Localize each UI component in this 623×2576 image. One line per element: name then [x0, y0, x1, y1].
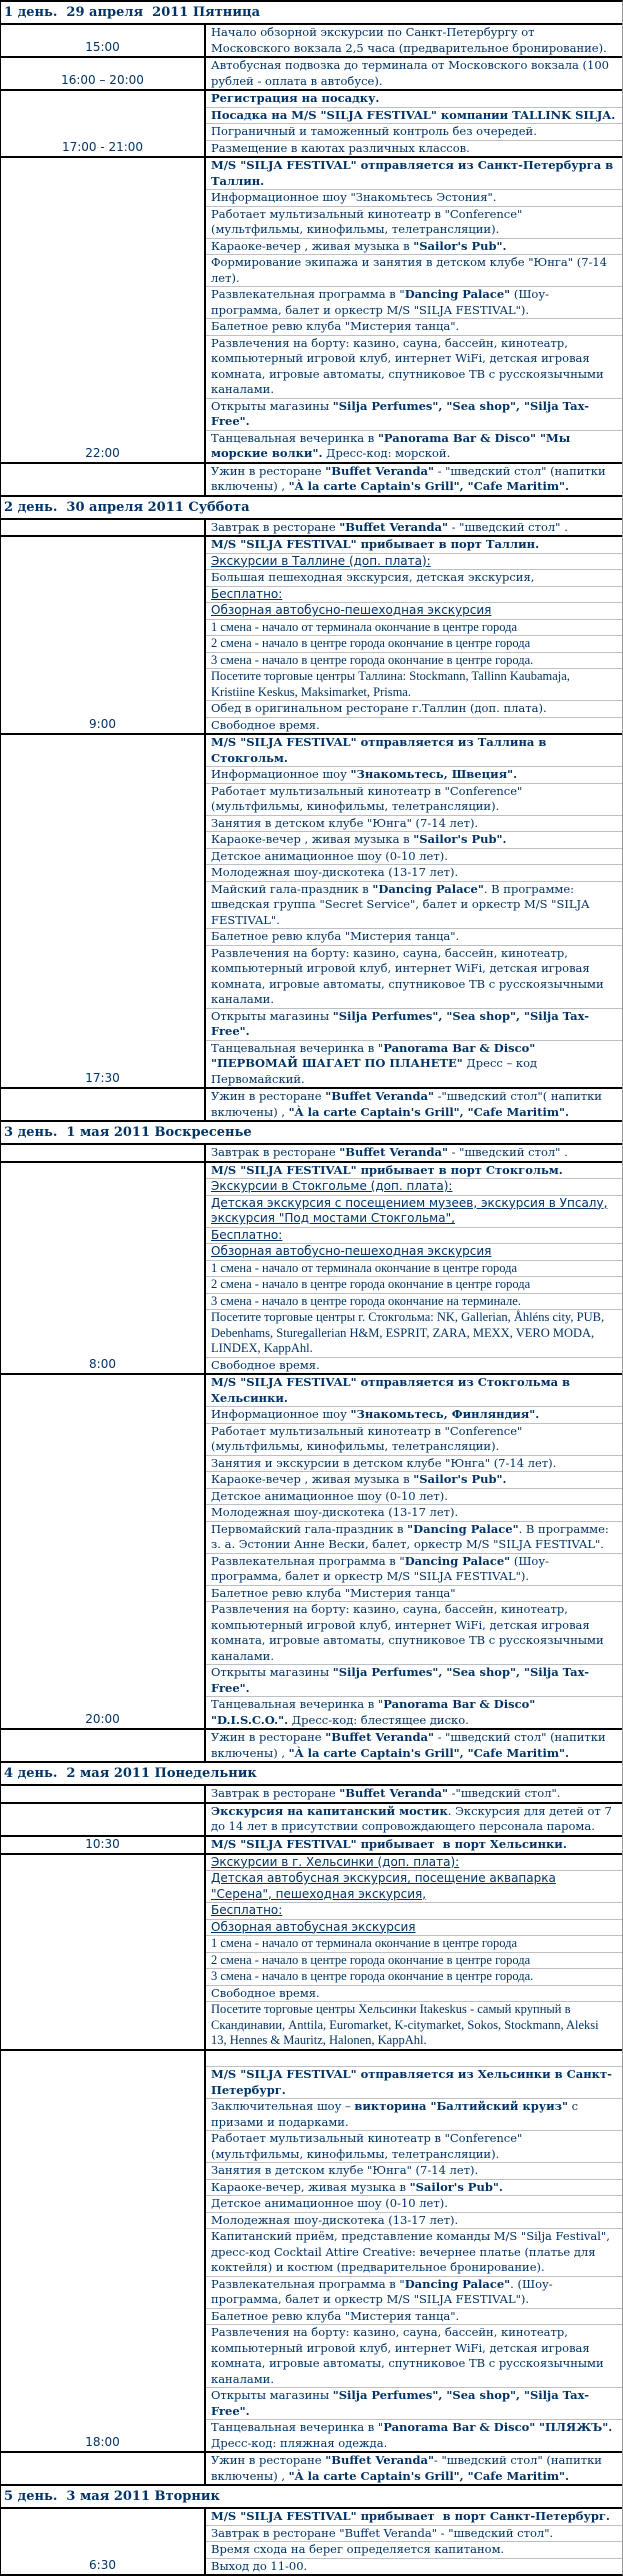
- itinerary-line: [206, 2420, 622, 2451]
- itinerary-line: [206, 2180, 622, 2197]
- text-run: Майский гала-праздник в: [211, 881, 373, 896]
- itinerary-line: Балетное ревю клуба "Мистерия танца".: [206, 319, 622, 336]
- content-cell: [206, 537, 622, 733]
- itinerary-line: [206, 767, 622, 784]
- text-run: Караоке-вечер , живая музыка в: [211, 832, 414, 846]
- content-cell: [206, 58, 622, 89]
- content-cell: [206, 1855, 622, 2049]
- itinerary-line: [206, 2051, 622, 2068]
- itinerary-line: Занятия в детском клубе "Юнга" (7-14 лет).: [206, 2163, 622, 2180]
- time-cell: [1, 1786, 206, 1802]
- time-cell: [1, 1730, 206, 1761]
- itinerary-line: Время схода на берег определяется капитаном.: [206, 2542, 622, 2559]
- itinerary-line: Молодежная шоу-дискотека (13-17 лет).: [206, 865, 622, 882]
- itinerary-line: M/S "SILJA FESTIVAL" отправляется из Хельсинки в Санкт-Петербург.: [206, 2067, 622, 2099]
- itinerary-line: [206, 431, 622, 462]
- itinerary-line: M/S "SILJA FESTIVAL" прибывает в порт Санкт-Петербург.: [206, 2509, 622, 2526]
- day-header: 2 день. 30 апреля 2011 Суббота: [1, 497, 622, 520]
- itinerary-line: [206, 2277, 622, 2309]
- day-header: 5 день. 3 мая 2011 Вторник: [1, 2486, 622, 2509]
- bold-text-run: "ПЕРВОМАЙ ШАГАЕТ ПО ПЛАНЕТЕ": [211, 1056, 463, 1070]
- excursion-link[interactable]: Экскурсии в Таллине (доп. плата):: [206, 554, 622, 571]
- bold-text-run: "Dancing Palace": [372, 881, 484, 896]
- time-cell: [1, 1837, 206, 1853]
- bold-text-run: "À la carte Captain's Grill", "Cafe Maritim".: [288, 479, 569, 493]
- text-run: Танцевальная вечеринка в ": [211, 1697, 384, 1711]
- bold-text-run: "Buffet Veranda": [325, 2453, 434, 2467]
- content-cell: [206, 91, 622, 156]
- itinerary-line: Занятия в детском клубе "Юнга" (7-14 лет).: [206, 816, 622, 833]
- text-run: Ужин в ресторане: [211, 2453, 326, 2467]
- text-run: Завтрак в ресторане: [211, 1145, 340, 1159]
- itinerary-line: Занятия и экскурсии в детском клубе "Юнга" (7-14 лет).: [206, 1456, 622, 1473]
- schedule-group: [1, 1730, 622, 1763]
- itinerary-line: [206, 1697, 622, 1728]
- bold-text-run: "Dancing Palace": [407, 1521, 519, 1536]
- bold-text-run: "Sailor's Pub".: [413, 1472, 507, 1486]
- bold-text-run: "Panorama Bar & Disco" "Мы морские волки".: [211, 430, 571, 460]
- time-value: 17:00 - 21:00: [61, 140, 144, 154]
- content-cell: [206, 1730, 622, 1761]
- itinerary-line: Посадка на M/S "SILJA FESTIVAL" компании TALLINK SILJA.: [206, 108, 622, 125]
- bold-text-run: Panorama Bar & Disco": [383, 2420, 536, 2434]
- content-cell: [206, 1145, 622, 1161]
- text-run: Информационное шоу: [211, 1407, 351, 1421]
- itinerary-line: M/S "SILJA FESTIVAL" прибывает в порт Хельсинки.: [211, 1836, 567, 1851]
- itinerary-line: M/S "SILJA FESTIVAL" прибывает в порт Стокгольм.: [206, 1163, 622, 1180]
- itinerary-line: Балетное ревю клуба "Мистерия танца".: [206, 929, 622, 946]
- excursion-link[interactable]: Экскурсии в г. Хельсинки (доп. плата):: [206, 1855, 622, 1872]
- content-cell: [206, 2509, 622, 2574]
- schedule-group: [1, 1375, 622, 1730]
- text-run: - "шведский стол" (напитки включены) ,: [211, 2453, 602, 2483]
- time-value: 20:00: [85, 1712, 120, 1726]
- content-cell: [206, 25, 622, 56]
- excursion-link[interactable]: Обзорная автобусная экскурсия: [206, 1920, 622, 1937]
- time-cell: [1, 1855, 206, 2049]
- text-run: Ужин в ресторане: [211, 1730, 326, 1744]
- text-run: . Экскурсия для детей от 7 до 14 лет в присутствии сопровождающего персонала парома.: [211, 1803, 612, 1833]
- itinerary-line: Свободное время.: [211, 717, 320, 732]
- itinerary-line: Свободное время.: [211, 1357, 320, 1372]
- itinerary-line: [206, 1009, 622, 1041]
- itinerary-line: Пограничный и таможенный контроль без очередей.: [206, 124, 622, 141]
- itinerary-line: Размещение в каютах различных классов.: [211, 140, 470, 155]
- bold-text-run: "ПЛЯЖЪ".: [538, 2420, 613, 2434]
- time-cell: [1, 735, 206, 1087]
- bold-text-run: викторина "Балтийский круиз": [354, 2099, 568, 2113]
- itinerary-line: Обед в оригинальном ресторане г.Таллин (доп. плата).: [206, 701, 622, 718]
- content-cell: [206, 1375, 622, 1728]
- text-run: Дресс – код Первомайский.: [211, 1056, 538, 1086]
- itinerary-line: Работает мультизальный кинотеатр в "Conference" (мультфильмы, кинофильмы, телетрансляции).: [206, 2131, 622, 2163]
- itinerary-line: 2 смена - начало в центре города окончание в центре города: [206, 1277, 622, 1294]
- itinerary-line: [206, 882, 622, 930]
- text-run: Развлекательная программа в ": [211, 1553, 405, 1568]
- schedule-group: [1, 735, 622, 1089]
- text-run: Дресс-код: пляжная одежда.: [211, 2435, 388, 2450]
- day-header: 3 день. 1 мая 2011 Воскресенье: [1, 1122, 622, 1145]
- time-value: 6:30: [89, 2558, 116, 2572]
- text-run: Танцевальная вечеринка в ": [211, 2420, 384, 2434]
- itinerary-line: [206, 2453, 622, 2484]
- itinerary-line: 3 смена - начало в центре города окончание на терминале.: [206, 1294, 622, 1311]
- schedule-group: [1, 2453, 622, 2486]
- excursion-link[interactable]: Детская автобусная экскурсия, посещение аквапарка "Серена", пешеходная экскурсия,: [206, 1871, 622, 1903]
- content-cell: [206, 2051, 622, 2452]
- itinerary-line: Работает мультизальный кинотеатр в "Conference" (мультфильмы, кинофильмы, телетрансляции).: [206, 1424, 622, 1456]
- itinerary-line: [206, 1472, 622, 1489]
- schedule-group: [1, 1163, 622, 1376]
- content-cell: [206, 2453, 622, 2484]
- bold-text-run: "Buffet Veranda": [325, 463, 434, 478]
- text-run: . В программе: з. а. Эстонии Анне Вески, балет, оркестр M/S "SILJA FESTIVAL".: [211, 1521, 609, 1551]
- itinerary-line: [206, 1145, 622, 1161]
- time-cell: [1, 537, 206, 733]
- bold-text-run: "À la carte Captain's Grill", "Cafe Maritim".: [288, 1104, 569, 1119]
- itinerary-line: Детское анимационное шоу (0-10 лет).: [206, 1489, 622, 1506]
- content-cell: [206, 1089, 622, 1120]
- text-run: Караоке-вечер, живая музыка в: [211, 2179, 410, 2194]
- time-cell: [1, 58, 206, 89]
- itinerary-line: Развлечения на борту: казино, сауна, бассейн, кинотеатр, компьютерный игровой клуб, интернет WiFi, детская игровая комната, игровые автоматы, спутниковое ТВ с русскоязычными каналами.: [206, 336, 622, 399]
- itinerary-line: M/S "SILJA FESTIVAL" отправляется из Санкт-Петербурга в Таллин.: [206, 158, 622, 190]
- text-run: - "шведский стол" .: [447, 519, 568, 534]
- schedule-group: [1, 1786, 622, 1804]
- content-cell: [206, 1804, 622, 1835]
- schedule-group: [1, 158, 622, 464]
- itinerary-line: Свободное время.: [206, 1986, 622, 2003]
- itinerary-line: 1 смена - начало от терминала окончание в центре города: [206, 1936, 622, 1953]
- itinerary-line: 2 смена - начало в центре города окончание в центре города: [206, 636, 622, 653]
- content-cell: [206, 464, 622, 495]
- content-cell: [206, 520, 622, 536]
- text-run: Открыты магазины: [211, 398, 333, 413]
- itinerary-line: Завтрак в ресторане "Buffet Veranda" - "шведский стол".: [206, 2526, 622, 2543]
- itinerary-line: Работает мультизальный кинотеатр в "Conference" (мультфильмы, кинофильмы, телетрансляции).: [206, 784, 622, 816]
- time-cell: [1, 2051, 206, 2452]
- itinerary-line: Формирование экипажа и занятия в детском клубе "Юнга" (7-14 лет).: [206, 255, 622, 287]
- itinerary-line: [206, 464, 622, 495]
- bold-text-run: "Знакомьтесь, Швеция".: [350, 767, 518, 781]
- bold-text-run: "Sailor's Pub".: [413, 832, 507, 846]
- itinerary-line: Выход до 11-00.: [211, 2558, 308, 2573]
- bold-text-run: "Sailor's Pub".: [413, 238, 507, 253]
- bold-text-run: Dancing Palace": [404, 1553, 511, 1568]
- schedule-group: [1, 1089, 622, 1122]
- itinerary-line: Начало обзорной экскурсии по Санкт-Петербургу от Московского вокзала 2,5 часа (предварительное бронирование).: [211, 25, 607, 55]
- time-cell: [1, 2453, 206, 2484]
- time-value: 15:00: [85, 40, 120, 54]
- text-run: Караоке-вечер , живая музыка в: [211, 238, 414, 253]
- text-run: -"шведский стол"( напитки включены) ,: [211, 1089, 602, 1119]
- itinerary-line: [206, 1041, 622, 1088]
- bold-text-run: "Знакомьтесь, Финляндия".: [350, 1407, 540, 1421]
- itinerary-line: 2 смена - начало в центре города окончание в центре города: [206, 1953, 622, 1970]
- itinerary-line: M/S "SILJA FESTIVAL" прибывает в порт Таллин.: [206, 537, 622, 554]
- itinerary-line: Детское анимационное шоу (0-10 лет).: [206, 2196, 622, 2213]
- bold-text-run: Dancing Palace": [404, 2276, 511, 2291]
- excursion-link[interactable]: Бесплатно:: [206, 587, 622, 604]
- itinerary-line: [206, 1786, 622, 1802]
- itinerary-line: Посетите торговые центры г. Стокгольма: NK, Gallerian, Åhléns city, PUB, Debenhams, Sturegallerian H&M, ESPRIT, ZARA, MEXX, VERO MODA, LINDEX, KappAhl.: [206, 1310, 622, 1358]
- text-run: Танцевальная вечеринка в: [211, 430, 378, 445]
- day-header: 1 день. 29 апреля 2011 Пятница: [1, 2, 622, 25]
- excursion-link[interactable]: Детская экскурсия с посещением музеев, экскурсия в Упсалу, экскурсия "Под мостами Стокгольма",: [206, 1196, 622, 1228]
- bold-text-run: "Buffet Veranda": [339, 519, 448, 534]
- bold-text-run: Panorama Bar & Disco": [383, 1040, 536, 1055]
- itinerary-line: Развлечения на борту: казино, сауна, бассейн, кинотеатр, компьютерный игровой клуб, интернет WiFi, детская игровая комната, игровые автоматы, спутниковое ТВ с русскоязычными каналами.: [206, 946, 622, 1009]
- content-cell: [206, 1163, 622, 1374]
- itinerary-line: [206, 1804, 622, 1835]
- text-run: -"шведский стол".: [447, 1786, 561, 1800]
- itinerary-line: [206, 239, 622, 256]
- time-cell: [1, 158, 206, 462]
- time-cell: [1, 1375, 206, 1728]
- bold-text-run: "Buffet Veranda": [339, 1145, 448, 1159]
- bold-text-run: Экскурсия на капитанский мостик: [211, 1803, 448, 1818]
- time-cell: [1, 25, 206, 56]
- bold-text-run: "D.I.S.C.O.".: [211, 1712, 289, 1727]
- schedule-group: [1, 464, 622, 497]
- excursion-link[interactable]: Бесплатно:: [206, 1903, 622, 1920]
- bold-text-run: "Silja Perfumes", "Sea shop", "Silja Tax-Free".: [211, 398, 589, 428]
- itinerary-line: Молодежная шоу-дискотека (13-17 лет).: [206, 2213, 622, 2230]
- schedule-group: [1, 91, 622, 158]
- schedule-group: [1, 58, 622, 91]
- bold-text-run: "Silja Perfumes", "Sea shop", "Silja Tax-Free".: [211, 2388, 589, 2418]
- content-cell: [206, 1837, 622, 1853]
- text-run: Открыты магазины: [211, 1665, 333, 1679]
- itinerary-line: Капитанский приём, представление команды M/S "Silja Festival", дресс-код Cocktail Attire Creative: вечернее платье (платье для коктейля) и костюм (предварительное бронирование).: [206, 2229, 622, 2277]
- itinerary-line: [206, 1407, 622, 1424]
- excursion-link[interactable]: Обзорная автобусно-пешеходная экскурсия: [206, 1244, 622, 1261]
- itinerary-line: Посетите торговые центры Хельсинки Itakeskus - самый крупный в Скандинавии, Anttila, Euromarket, K-citymarket, Sokos, Stockmann, Aleksi 13, Hennes & Mauritz, Halonen, KappAhl.: [211, 2002, 599, 2047]
- itinerary-line: [206, 2099, 622, 2131]
- time-value: 16:00 – 20:00: [61, 73, 144, 87]
- time-cell: [1, 1804, 206, 1835]
- itinerary-line: [206, 832, 622, 849]
- day-header: 4 день. 2 мая 2011 Понедельник: [1, 1763, 622, 1786]
- bold-text-run: "Buffet Veranda": [325, 1089, 434, 1103]
- itinerary-line: [206, 1665, 622, 1697]
- itinerary-line: Балетное ревю клуба "Мистерия танца".: [206, 2309, 622, 2326]
- excursion-link[interactable]: Бесплатно:: [206, 1228, 622, 1245]
- itinerary-line: 1 смена - начало от терминала окончание в центре города: [206, 1261, 622, 1278]
- itinerary-line: Регистрация на посадку.: [206, 91, 622, 108]
- itinerary-line: Развлечения на борту: казино, сауна, бассейн, кинотеатр, компьютерный игровой клуб, интернет WiFi, детская игровая комната, игровые автоматы, спутниковое ТВ с русскоязычными каналами.: [206, 2325, 622, 2388]
- itinerary-line: M/S "SILJA FESTIVAL" отправляется из Таллина в Стокгольм.: [206, 735, 622, 767]
- bold-text-run: Dancing Palace": [404, 287, 511, 301]
- schedule-group: [1, 1804, 622, 1837]
- itinerary-line: Балетное ревю клуба "Мистерия танца": [206, 1586, 622, 1603]
- text-run: Завтрак в ресторане: [211, 519, 340, 534]
- time-value: 18:00: [85, 2435, 120, 2449]
- excursion-link[interactable]: Экскурсии в Стокгольме (доп. плата):: [206, 1179, 622, 1196]
- text-run: Открыты магазины: [211, 1008, 333, 1023]
- text-run: - "шведский стол" (напитки включены) ,: [211, 1730, 606, 1760]
- time-cell: [1, 2509, 206, 2574]
- schedule-group: [1, 2509, 622, 2574]
- itinerary-line: [206, 399, 622, 431]
- itinerary-line: Молодежная шоу-дискотека (13-17 лет).: [206, 1505, 622, 1522]
- schedule-group: [1, 1837, 622, 1855]
- time-cell: [1, 1089, 206, 1120]
- content-cell: [206, 1786, 622, 1802]
- text-run: Первомайский гала-праздник в: [211, 1521, 408, 1536]
- text-run: Ужин в ресторане: [211, 1089, 326, 1103]
- text-run: с призами и подарками.: [211, 2099, 579, 2129]
- itinerary-line: [206, 1554, 622, 1586]
- itinerary-line: Работает мультизальный кинотеатр в "Conference" (мультфильмы, кинофильмы, телетрансляции).: [206, 207, 622, 239]
- text-run: (Шоу-программа, балет и оркестр M/S "SILJA FESTIVAL").: [211, 1553, 550, 1583]
- schedule-group: [1, 520, 622, 538]
- itinerary-line: 3 смена - начало в центре города окончание в центре города.: [206, 653, 622, 670]
- time-value: 9:00: [89, 717, 116, 731]
- content-cell: [206, 158, 622, 462]
- itinerary-line: [206, 287, 622, 319]
- text-run: (Шоу-программа, балет и оркестр M/S "SILJA FESTIVAL").: [211, 287, 550, 317]
- itinerary-line: 1 смена - начало от терминала окончание в центре города: [206, 620, 622, 637]
- text-run: Информационное шоу: [211, 767, 351, 781]
- text-run: Завтрак в ресторане: [211, 1786, 340, 1800]
- time-cell: [1, 91, 206, 156]
- text-run: Караоке-вечер , живая музыка в: [211, 1472, 414, 1486]
- schedule-group: [1, 2051, 622, 2454]
- bold-text-run: "Sailor's Pub".: [409, 2179, 503, 2194]
- text-run: . В программе: шведская группа "Secret Service", балет и оркестр M/S "SILJA FESTIVAL".: [211, 881, 590, 927]
- text-run: Дресс-код: морской.: [322, 446, 451, 460]
- itinerary-line: [206, 1089, 622, 1120]
- text-run: Танцевальная вечеринка в ": [211, 1040, 384, 1055]
- text-run: - "шведский стол" .: [447, 1145, 568, 1159]
- time-value: 10:30: [85, 1836, 120, 1851]
- text-run: Развлекательная программа в ": [211, 2276, 405, 2291]
- bold-text-run: "À la carte Captain's Grill", "Cafe Maritim".: [288, 2468, 569, 2483]
- time-value: 17:30: [85, 1071, 120, 1085]
- itinerary-line: Детское анимационное шоу (0-10 лет).: [206, 849, 622, 866]
- time-value: 22:00: [85, 445, 120, 460]
- text-run: Открыты магазины: [211, 2388, 333, 2402]
- itinerary-line: [206, 1730, 622, 1761]
- itinerary-line: Информационное шоу "Знакомьтесь Эстония".: [206, 190, 622, 207]
- itinerary-line: 3 смена - начало в центре города окончание в центре города.: [206, 1969, 622, 1986]
- schedule-group: [1, 537, 622, 735]
- itinerary-line: [206, 2388, 622, 2420]
- bold-text-run: "À la carte Captain's Grill", "Cafe Maritim".: [288, 1745, 569, 1760]
- time-value: 8:00: [89, 1357, 116, 1371]
- time-cell: [1, 464, 206, 495]
- text-run: - "шведский стол" (напитки включены) ,: [211, 463, 606, 493]
- text-run: Ужин в ресторане: [211, 463, 326, 478]
- bold-text-run: "Silja Perfumes", "Sea shop", "Silja Tax-Free".: [211, 1665, 589, 1695]
- content-cell: [206, 735, 622, 1087]
- text-run: Развлекательная программа в ": [211, 287, 405, 301]
- time-cell: [1, 520, 206, 536]
- itinerary-line: Большая пешеходная экскурсия, детская экскурсия,: [206, 570, 622, 587]
- bold-text-run: "Buffet Veranda": [339, 1786, 448, 1800]
- schedule-group: [1, 1855, 622, 2051]
- schedule-group: [1, 1145, 622, 1163]
- itinerary-line: M/S "SILJA FESTIVAL" отправляется из Стокгольма в Хельсинки.: [206, 1375, 622, 1407]
- schedule-group: [1, 25, 622, 58]
- itinerary-line: [206, 520, 622, 536]
- itinerary-line: Посетите торговые центры Таллина: Stockmann, Tallinn Kaubamaja, Kristiine Keskus, Maksimarket, Prisma.: [206, 669, 622, 701]
- excursion-link[interactable]: Обзорная автобусно-пешеходная экскурсия: [206, 603, 622, 620]
- itinerary-line: Развлечения на борту: казино, сауна, бассейн, кинотеатр, компьютерный игровой клуб, интернет WiFi, детская игровая комната, игровые автоматы, спутниковое ТВ с русскоязычными каналами.: [206, 1602, 622, 1665]
- bold-text-run: "Silja Perfumes", "Sea shop", "Silja Tax-Free".: [211, 1008, 589, 1038]
- bold-text-run: Panorama Bar & Disco": [383, 1697, 536, 1711]
- text-run: Дресс-код: блестящее диско.: [288, 1712, 469, 1727]
- time-cell: [1, 1145, 206, 1161]
- text-run: Заключительная шоу –: [211, 2099, 355, 2113]
- itinerary-line: [206, 1522, 622, 1554]
- text-run: . (Шоу-программа, балет и оркестр M/S "SILJA FESTIVAL").: [211, 2276, 553, 2306]
- bold-text-run: "Buffet Veranda": [325, 1730, 434, 1744]
- itinerary-line: Автобусная подвозка до терминала от Московского вокзала (100 рублей - оплата в автобусе).: [211, 58, 609, 88]
- time-cell: [1, 1163, 206, 1374]
